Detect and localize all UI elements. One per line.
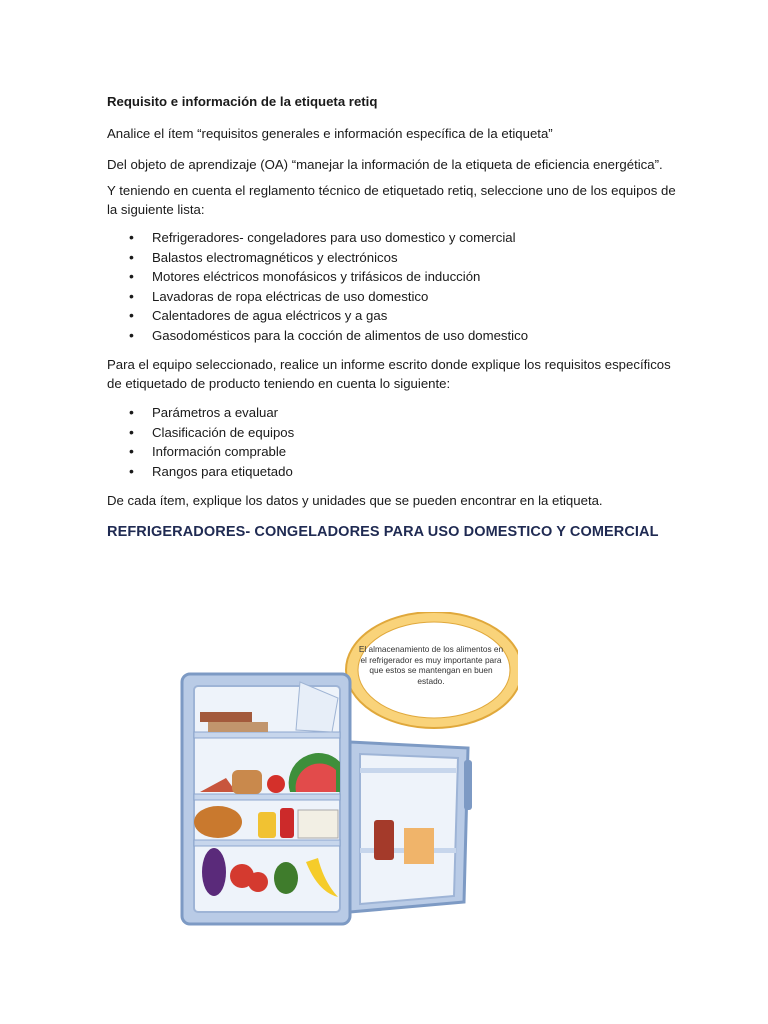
eggplant-icon (202, 848, 226, 896)
paragraph-informe-line1: Para el equipo seleccionado, realice un informe escrito donde explique los requisitos específicos (107, 357, 671, 372)
list-item: • Calentadores de agua eléctricos y a gas (107, 306, 528, 326)
bread-icon (232, 770, 262, 794)
shelf (194, 840, 340, 846)
paragraph-reglamento-line1: Y teniendo en cuenta el reglamento técnico de etiquetado retiq, seleccione uno de los equipos de (107, 183, 676, 198)
roast-chicken-icon (194, 806, 242, 838)
equipment-list (107, 228, 528, 345)
egg-carton-icon (298, 810, 338, 838)
paragraph-informe-line2: de etiquetado de producto teniendo en cuenta lo siguiente: (107, 376, 451, 391)
list-item: • Balastos electromagnéticos y electrónicos (107, 248, 528, 268)
speech-bubble-text: El almacenamiento de los alimentos en el refrigerador es muy importante para que estos se mantengan en buen estado. (358, 644, 504, 686)
document-title: Requisito e información de la etiqueta retiq (107, 94, 378, 109)
jar-icon (258, 812, 276, 838)
paragraph-cada-item: De cada ítem, explique los datos y unidades que se pueden encontrar en la etiqueta. (107, 493, 603, 508)
paragraph-analice: Analice el ítem “requisitos generales e información específica de la etiqueta” (107, 126, 553, 141)
list-item: • Refrigeradores- congeladores para uso domestico y comercial (107, 228, 528, 248)
bottle-icon (374, 820, 394, 860)
sauce-bottle-icon (280, 808, 294, 838)
list-item: • Información comprable (107, 442, 294, 462)
list-item: • Clasificación de equipos (107, 423, 294, 443)
shelf (194, 794, 340, 800)
section-title: REFRIGERADORES- CONGELADORES PARA USO DOMESTICO Y COMERCIAL (107, 524, 659, 540)
list-item: • Parámetros a evaluar (107, 403, 294, 423)
paragraph-reglamento-line2: la siguiente lista: (107, 202, 205, 217)
butter-box-icon (200, 712, 252, 722)
list-item: • Rangos para etiquetado (107, 462, 294, 482)
pepper-icon (274, 862, 298, 894)
paragraph-objeto: Del objeto de aprendizaje (OA) “manejar la información de la etiqueta de eficiencia energética”. (107, 157, 663, 172)
food-box-icon (208, 722, 268, 732)
list-item: • Motores eléctricos monofásicos y trifásicos de inducción (107, 267, 528, 287)
door-handle (464, 760, 472, 810)
door-shelf (360, 768, 456, 773)
list-item: • Lavadoras de ropa eléctricas de uso domestico (107, 287, 528, 307)
list-item: • Gasodomésticos para la cocción de alimentos de uso domestico (107, 326, 528, 346)
criteria-list (107, 403, 294, 481)
juice-carton-icon (404, 828, 434, 864)
shelf (194, 732, 340, 738)
apple-icon (267, 775, 285, 793)
